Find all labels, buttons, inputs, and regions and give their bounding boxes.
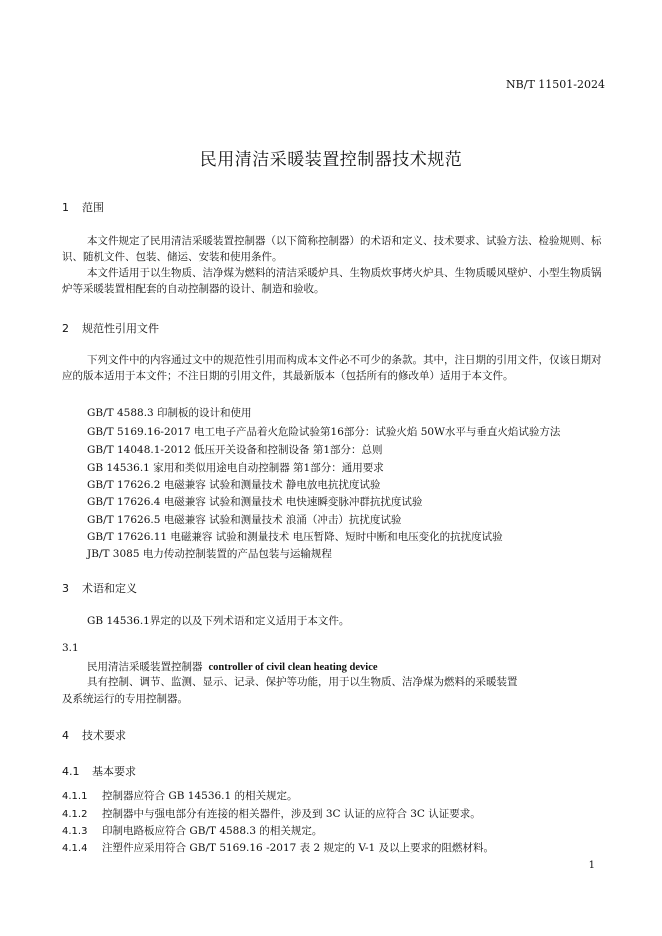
reference-item: GB/T 17626.11 电磁兼容 试验和测量技术 电压暂降、短时中断和电压变化的抗扰度试验 xyxy=(87,531,503,543)
subsection-4-1-heading xyxy=(62,763,136,779)
clause-text: 控制器中与强电部分有连接的相关器件，涉及到 3C 认证的应符合 3C 认证要求。 xyxy=(102,808,481,820)
section-number: 3 xyxy=(62,582,69,595)
section-number: 1 xyxy=(62,201,69,214)
subsection-title: 基本要求 xyxy=(92,765,136,778)
scope-paragraph-1: 本文件规定了民用清洁采暖装置控制器（以下简称控制器）的术语和定义、技术要求、试验方法、检验规则、标识、随机文件、包装、储运、安装和使用条件。 xyxy=(62,235,602,263)
clause-text: 印制电路板应符合 GB/T 4588.3 的相关规定。 xyxy=(102,825,323,837)
reference-item: GB/T 4588.3 印制板的设计和使用 xyxy=(87,407,252,419)
section-number: 2 xyxy=(62,322,69,335)
section-title: 规范性引用文件 xyxy=(82,322,159,335)
subsection-number: 4.1 xyxy=(62,765,80,778)
section-number: 4 xyxy=(62,729,69,742)
reference-item: GB/T 5169.16-2017 电工电子产品着火危险试验第16部分：试验火焰 50W水平与垂直火焰试验方法 xyxy=(87,426,561,438)
scope-paragraph-2: 本文件适用于以生物质、洁净煤为燃料的清洁采暖炉具、生物质炊事烤火炉具、生物质暖风壁炉、小型生物质锅炉等采暖装置相配套的自动控制器的设计、制造和验收。 xyxy=(62,267,602,295)
clause-number: 4.1.3 xyxy=(62,826,88,837)
term-number: 3.1 xyxy=(62,642,79,654)
page-title: 民用清洁采暖装置控制器技术规范 xyxy=(199,150,463,170)
references-intro: 下列文件中的内容通过文中的规范性引用而构成本文件必不可少的条款。其中，注日期的引用文件，仅该日期对应的版本适用于本文件；不注日期的引用文件，其最新版本（包括所有的修改单）适用于本文件。 xyxy=(62,354,602,382)
term-definition-line-2: 及系统运行的专用控制器。 xyxy=(62,693,188,705)
clause-item xyxy=(62,788,298,803)
clause-text: 注塑件应采用符合 GB/T 5169.16 -2017 表 2 规定的 V-1 及以上要求的阻燃材料。 xyxy=(102,842,495,854)
terms-intro: GB 14536.1界定的以及下列术语和定义适用于本文件。 xyxy=(87,615,350,627)
reference-item: GB/T 17626.2 电磁兼容 试验和测量技术 静电放电抗扰度试验 xyxy=(87,479,381,491)
section-1-heading xyxy=(62,199,104,215)
term-definition-line-1: 具有控制、调节、监测、显示、记录、保护等功能，用于以生物质、洁净煤为燃料的采暖装置 xyxy=(87,676,518,688)
page-number: 1 xyxy=(588,860,595,871)
section-2-heading xyxy=(62,320,159,336)
section-title: 技术要求 xyxy=(82,729,126,742)
term-chinese: 民用清洁采暖装置控制器 xyxy=(87,661,203,673)
reference-item: GB/T 17626.4 电磁兼容 试验和测量技术 电快速瞬变脉冲群抗扰度试验 xyxy=(87,496,423,508)
section-title: 术语和定义 xyxy=(82,582,137,595)
clause-item xyxy=(62,840,494,855)
document-code: NB/T 11501-2024 xyxy=(506,78,605,91)
clause-number: 4.1.1 xyxy=(62,791,88,802)
reference-item: GB/T 17626.5 电磁兼容 试验和测量技术 浪涌（冲击）抗扰度试验 xyxy=(87,514,402,526)
reference-item: GB 14536.1 家用和类似用途电自动控制器 第1部分：通用要求 xyxy=(87,462,384,474)
clause-text: 控制器应符合 GB 14536.1 的相关规定。 xyxy=(102,790,298,802)
clause-item xyxy=(62,806,481,821)
term-entry xyxy=(87,657,378,675)
section-4-heading xyxy=(62,727,126,743)
clause-number: 4.1.4 xyxy=(62,843,88,854)
reference-item: GB/T 14048.1-2012 低压开关设备和控制设备 第1部分：总则 xyxy=(87,444,383,456)
section-title: 范围 xyxy=(82,201,104,214)
reference-item: JB/T 3085 电力传动控制装置的产品包装与运输规程 xyxy=(87,548,332,560)
clause-item xyxy=(62,823,322,838)
clause-number: 4.1.2 xyxy=(62,809,88,820)
term-english: controller of civil clean heating device xyxy=(208,662,378,673)
section-3-heading xyxy=(62,580,137,596)
